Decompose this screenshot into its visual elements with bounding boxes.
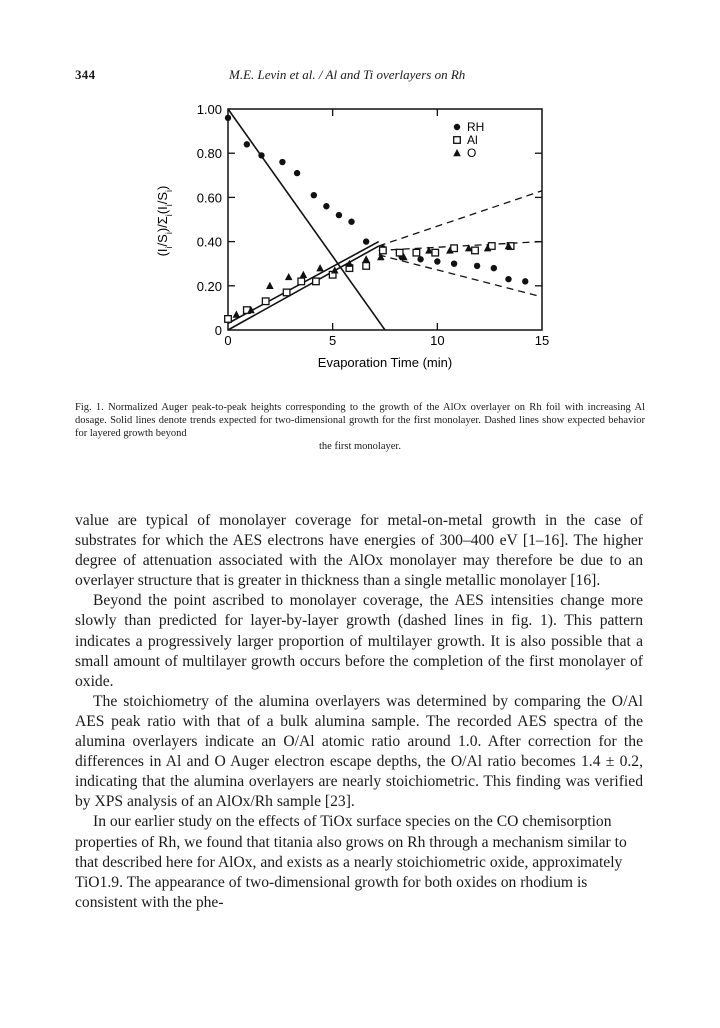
x-tick-label: 10: [430, 333, 445, 348]
y-tick-label: 0.40: [196, 234, 222, 250]
rh-point: [522, 278, 528, 284]
caption-text: Fig. 1. Normalized Auger peak-to-peak heights corresponding to the growth of the AlOx overlayer on Rh foil with increasing Al dosage. Solid lines denote trends expected for two-dimensional growth for the first monolayer. Dashed lines show expected behavior for layered growth beyond: [75, 402, 645, 439]
al-point: [396, 249, 403, 256]
legend-al-label: Al: [467, 133, 478, 147]
al-point: [298, 278, 305, 285]
o-point: [300, 271, 308, 278]
rh-point: [225, 115, 231, 121]
dashed-trend-line: [379, 191, 542, 246]
rh-point: [258, 152, 264, 158]
page-number: 344: [75, 67, 96, 82]
al-point: [472, 247, 479, 254]
paragraph-4: In our earlier study on the effects of TiOx surface species on the CO chemisorption properties of Rh, we found that titania also grows on Rh through a mechanism similar to that described here for AlOx, and exists as a nearly stoichiometric oxide, approximately TiO1.9. The appearance of two-dimensional growth for both oxides on rhodium is consistent with the phe-: [75, 813, 627, 911]
rh-point: [451, 261, 457, 267]
al-point: [413, 249, 420, 256]
x-tick-label: 15: [534, 333, 550, 348]
y-tick-label: 0.80: [196, 146, 222, 162]
y-tick-label: 1.00: [196, 102, 222, 117]
o-point: [233, 311, 241, 318]
y-axis-label: $(I_i/S_i)/\Sigma_i(I_i/S_i)$: [155, 185, 174, 257]
legend-rh-label: RH: [467, 120, 485, 134]
rh-point: [348, 219, 354, 225]
al-point: [313, 278, 320, 285]
al-point: [432, 249, 439, 256]
y-tick-label: 0.20: [196, 278, 222, 294]
rh-point: [505, 276, 511, 282]
rh-point: [323, 203, 329, 209]
legend-rh-marker: [454, 124, 460, 130]
legend-o-label: O: [467, 146, 477, 160]
paragraph-3: The stoichiometry of the alumina overlayers was determined by comparing the O/Al AES peak ratio with that of a bulk alumina sample. The recorded AES spectra of the alumina overlayers indicate an O/Al atomic ratio around 1.0. After correction for the differences in Al and O Auger electron escape depths, the O/Al ratio becomes 1.4 ± 0.2, indicating that the alumina overlayers are nearly stoichiometric. This finding was verified by XPS analysis of an AlOx/Rh sample [23].: [75, 692, 643, 811]
rh-point: [474, 263, 480, 269]
body-text: [75, 511, 643, 913]
al-point: [225, 316, 232, 323]
x-tick-label: 0: [224, 333, 232, 348]
al-point: [363, 263, 370, 270]
figure-caption: [75, 401, 645, 453]
o-point: [266, 282, 274, 289]
rh-point: [417, 256, 423, 262]
o-point: [285, 273, 293, 280]
rh-point: [294, 170, 300, 176]
rh-point: [491, 265, 497, 271]
legend-al-marker: [454, 137, 461, 144]
rh-point: [434, 258, 440, 264]
x-tick-label: 5: [329, 333, 337, 348]
figure-1-chart: [140, 92, 580, 392]
rh-point: [311, 192, 317, 198]
y-tick-label: 0.60: [196, 190, 222, 206]
dashed-trend-line: [379, 255, 542, 297]
paragraph-2: Beyond the point ascribed to monolayer coverage, the AES intensities change more slowly than predicted for layer-by-layer growth (dashed lines in fig. 1). This pattern indicates a progressively larger proportion of multilayer growth. It is also possible that a small amount of multilayer growth occurs before the completion of the first monolayer of oxide.: [75, 592, 643, 690]
o-point: [316, 264, 324, 271]
rh-point: [336, 212, 342, 218]
rh-point: [279, 159, 285, 165]
paragraph-1: value are typical of monolayer coverage for metal-on-metal growth in the case of substrates for which the AES electrons have energies of 300–400 eV [1–16]. The higher degree of attenuation associated with the AlOx monolayer may therefore be due to an overlayer structure that is greater in thickness than a single metallic monolayer [16].: [75, 512, 643, 590]
rh-point: [363, 238, 369, 244]
legend-o-marker: [453, 149, 461, 156]
y-tick-label: 0: [214, 323, 222, 338]
caption-last-line: the first monolayer.: [319, 441, 401, 452]
al-point: [262, 298, 269, 305]
running-head: M.E. Levin et al. / Al and Ti overlayers on Rh: [229, 67, 466, 82]
plot-frame: [228, 109, 542, 330]
x-axis-label: Evaporation Time (min): [317, 355, 453, 370]
al-point: [380, 247, 387, 254]
o-point: [362, 255, 370, 262]
solid-trend-line: [228, 109, 385, 330]
rh-point: [244, 141, 250, 147]
al-point: [283, 289, 290, 296]
